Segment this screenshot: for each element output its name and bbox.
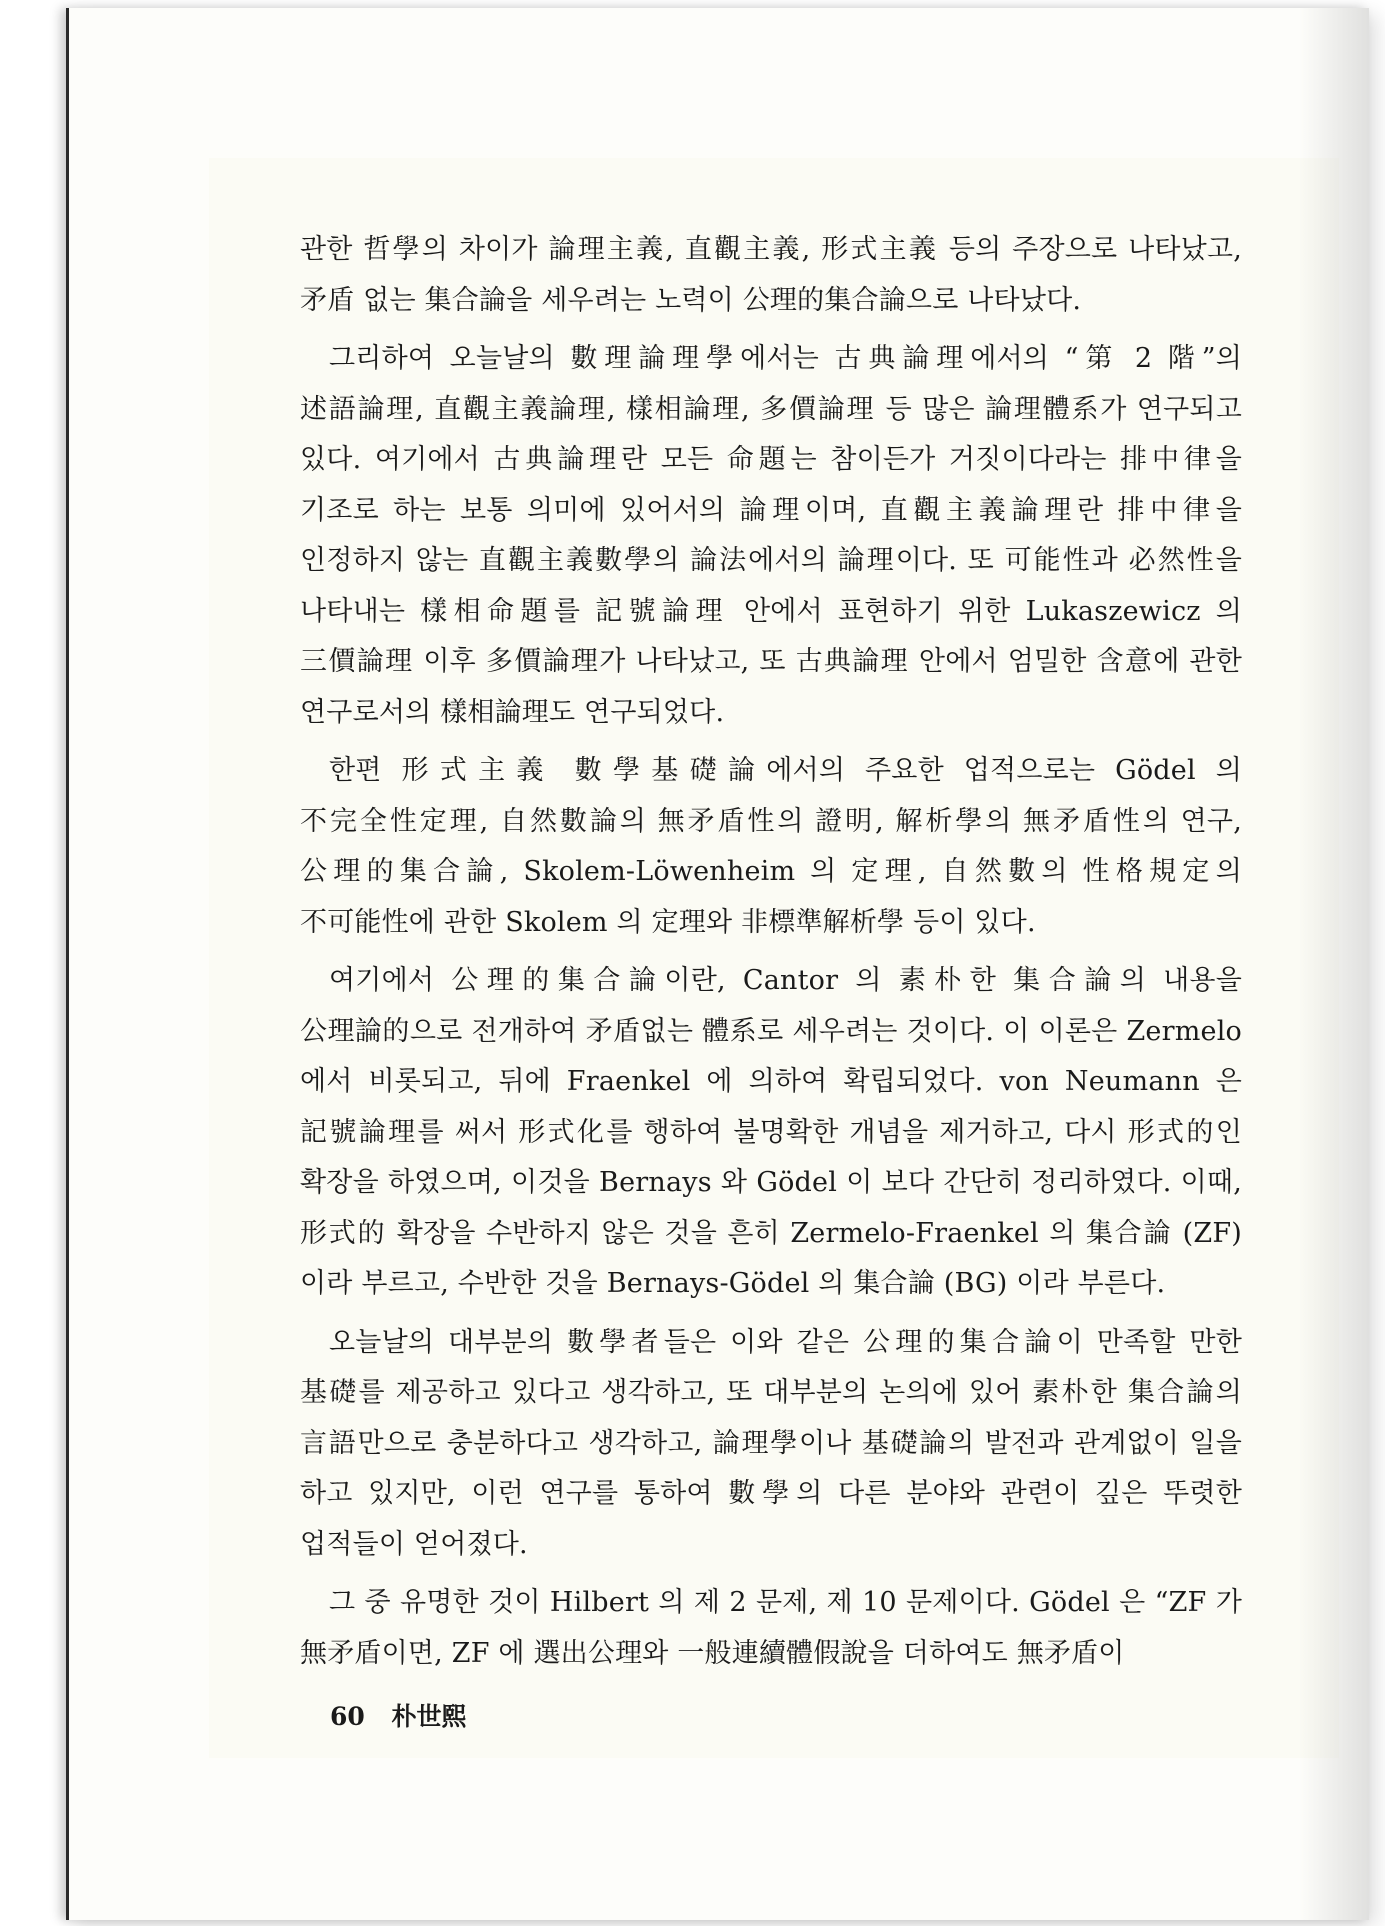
paragraph-4: 여기에서 公理的集合論이란, Cantor 의 素朴한 集合論의 내용을 公理論的으로 전개하여 矛盾없는 體系로 세우려는 것이다. 이 이론은 Zermelo 에서 비롯되고, 뒤에 Fraenkel 에 의하여 확립되었다. von Neumann 은 記號論理를 써서 形式化를 행하여 불명확한 개념을 제거하고, 다시 形式的인 확장을 하였으며, 이것을 Bernays 와 Gödel 이 보다 간단히 정리하였다. 이때, 形式的 확장을 수반하지 않은 것을 흔히 Zermelo-Fraenkel 의 集合論 (ZF) 이라 부르고, 수반한 것을 Bernays-Gödel 의 集合論 (BG) 이라 부른다. [300, 965, 1242, 1299]
paragraph-2: 그리하여 오늘날의 數理論理學에서는 古典論理에서의 “第 2 階”의 述語論理, 直觀主義論理, 樣相論理, 多價論理 등 많은 論理體系가 연구되고 있다. 여기에서 古典論理란 모든 命題는 참이든가 거짓이다라는 排中律을 기조로 하는 보통 의미에 있어서의 論理이며, 直觀主義論理란 排中律을 인정하지 않는 直觀主義數學의 論法에서의 論理이다. 또 可能性과 必然性을 나타내는 樣相命題를 記號論理 안에서 표현하기 위한 Lukaszewicz 의 三價論理 이후 多價論理가 나타났고, 또 古典論理 안에서 엄밀한 含意에 관한 연구로서의 樣相論理도 연구되었다. [300, 343, 1242, 728]
page-footer [330, 1697, 467, 1733]
paragraph-5: 오늘날의 대부분의 數學者들은 이와 같은 公理的集合論이 만족할 만한 基礎를 제공하고 있다고 생각하고, 또 대부분의 논의에 있어 素朴한 集合論의 言語만으로 충분하다고 생각하고, 論理學이나 基礎論의 발전과 관계없이 일을 하고 있지만, 이런 연구를 통하여 數學의 다른 분야와 관련이 깊은 뚜렷한 업적들이 얻어졌다. [300, 1326, 1242, 1560]
page-edge-shadow [1299, 8, 1369, 1920]
paragraph-3: 한편 形式主義 數學基礎論에서의 주요한 업적으로는 Gödel 의 不完全性定理, 自然數論의 無矛盾性의 證明, 解析學의 無矛盾性의 연구, 公理的集合論, Skolem-Löwenheim 의 定理, 自然數의 性格規定의 不可能性에 관한 Skolem 의 定理와 非標準解析學 등이 있다. [300, 755, 1242, 938]
paragraph-6: 그 중 유명한 것이 Hilbert 의 제 2 문제, 제 10 문제이다. Gödel 은 “ZF 가 無矛盾이면, ZF 에 選出公理와 一般連續體假說을 더하여도 無矛盾이 [300, 1587, 1242, 1669]
page-number: 60 [330, 1702, 365, 1731]
author-name: 朴世熙 [391, 1702, 467, 1731]
paragraph-1: 관한 哲學의 차이가 論理主義, 直觀主義, 形式主義 등의 주장으로 나타났고, 矛盾 없는 集合論을 세우려는 노력이 公理的集合論으로 나타났다. [300, 234, 1242, 316]
body-text [300, 225, 1242, 1687]
